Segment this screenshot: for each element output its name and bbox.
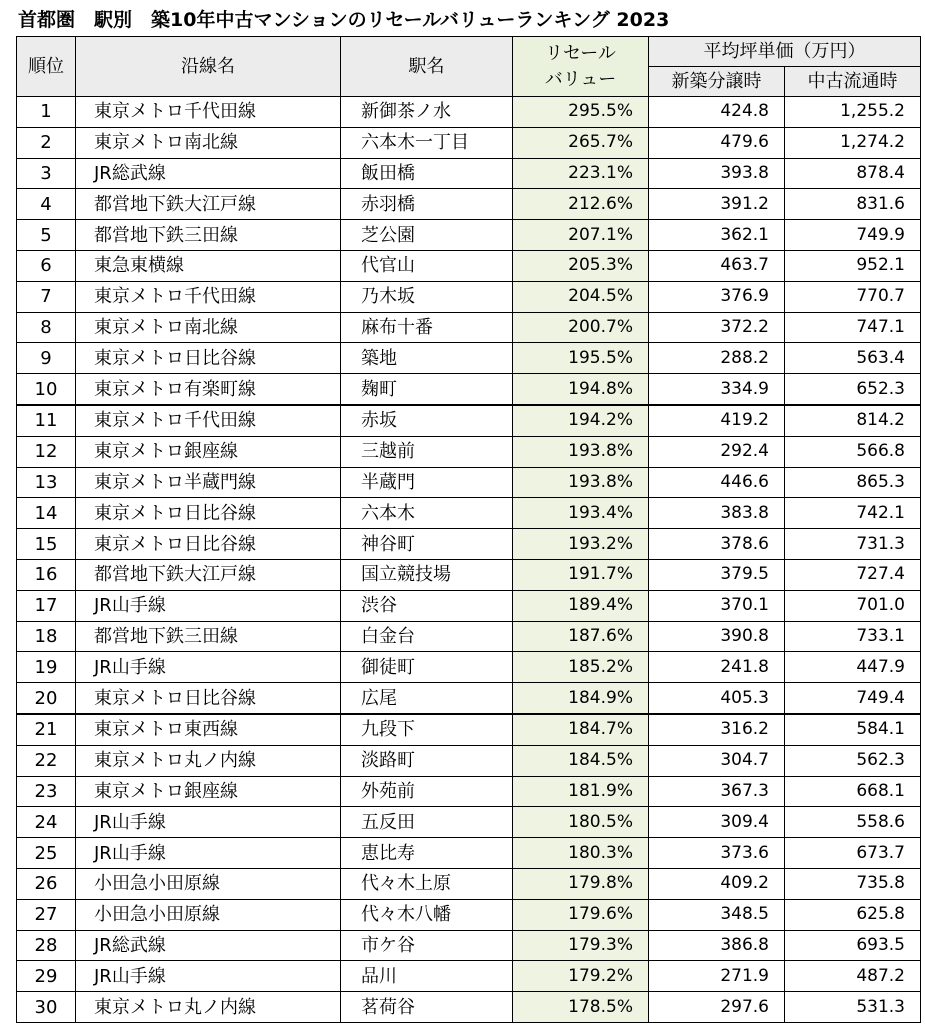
station-cell: 恵比寿 bbox=[341, 838, 513, 869]
used-price-cell: 563.4 bbox=[785, 343, 921, 374]
used-price-cell: 673.7 bbox=[785, 838, 921, 869]
table-row bbox=[17, 498, 921, 529]
table-row bbox=[17, 776, 921, 807]
line-cell: 都営地下鉄大江戸線 bbox=[76, 189, 341, 220]
resale-value-cell: 194.8% bbox=[513, 374, 649, 405]
table-row bbox=[17, 312, 921, 343]
station-cell: 市ケ谷 bbox=[341, 930, 513, 961]
resale-value-cell: 193.2% bbox=[513, 529, 649, 560]
table-row bbox=[17, 961, 921, 992]
rank-cell: 10 bbox=[17, 374, 76, 405]
new-price-cell: 271.9 bbox=[649, 961, 785, 992]
rank-cell: 28 bbox=[17, 930, 76, 961]
new-price-cell: 367.3 bbox=[649, 776, 785, 807]
new-price-cell: 379.5 bbox=[649, 559, 785, 590]
new-price-cell: 463.7 bbox=[649, 250, 785, 281]
rank-cell: 29 bbox=[17, 961, 76, 992]
used-price-cell: 742.1 bbox=[785, 498, 921, 529]
new-price-cell: 372.2 bbox=[649, 312, 785, 343]
resale-value-cell: 193.4% bbox=[513, 498, 649, 529]
rank-cell: 20 bbox=[17, 683, 76, 714]
station-cell: 赤坂 bbox=[341, 405, 513, 436]
rank-cell: 8 bbox=[17, 312, 76, 343]
rank-cell: 4 bbox=[17, 189, 76, 220]
used-price-cell: 770.7 bbox=[785, 281, 921, 312]
new-price-header: 新築分譲時 bbox=[649, 67, 785, 97]
rank-cell: 22 bbox=[17, 745, 76, 776]
new-price-cell: 393.8 bbox=[649, 158, 785, 189]
used-price-cell: 749.4 bbox=[785, 683, 921, 714]
line-cell: JR山手線 bbox=[76, 807, 341, 838]
resale-value-cell: 205.3% bbox=[513, 250, 649, 281]
rank-cell: 15 bbox=[17, 529, 76, 560]
rank-cell: 19 bbox=[17, 652, 76, 683]
line-header: 沿線名 bbox=[76, 37, 341, 97]
used-price-cell: 668.1 bbox=[785, 776, 921, 807]
station-cell: 麻布十番 bbox=[341, 312, 513, 343]
resale-value-cell: 265.7% bbox=[513, 127, 649, 158]
line-cell: JR総武線 bbox=[76, 158, 341, 189]
table-row bbox=[17, 838, 921, 869]
table-row bbox=[17, 467, 921, 498]
table-row bbox=[17, 652, 921, 683]
resale-value-cell: 200.7% bbox=[513, 312, 649, 343]
used-price-cell: 1,255.2 bbox=[785, 97, 921, 128]
rank-cell: 5 bbox=[17, 220, 76, 251]
new-price-cell: 304.7 bbox=[649, 745, 785, 776]
table-row bbox=[17, 250, 921, 281]
resale-value-cell: 181.9% bbox=[513, 776, 649, 807]
station-cell: 新御茶ノ水 bbox=[341, 97, 513, 128]
ranking-table bbox=[16, 36, 921, 1023]
line-cell: 東京メトロ日比谷線 bbox=[76, 683, 341, 714]
rank-cell: 18 bbox=[17, 621, 76, 652]
line-cell: 東京メトロ銀座線 bbox=[76, 436, 341, 467]
line-cell: 東京メトロ丸ノ内線 bbox=[76, 745, 341, 776]
station-cell: 赤羽橋 bbox=[341, 189, 513, 220]
resale-value-cell: 223.1% bbox=[513, 158, 649, 189]
new-price-cell: 362.1 bbox=[649, 220, 785, 251]
table-row bbox=[17, 868, 921, 899]
resale-value-cell: 212.6% bbox=[513, 189, 649, 220]
station-cell: 築地 bbox=[341, 343, 513, 374]
station-cell: 広尾 bbox=[341, 683, 513, 714]
new-price-cell: 334.9 bbox=[649, 374, 785, 405]
used-price-cell: 727.4 bbox=[785, 559, 921, 590]
station-cell: 飯田橋 bbox=[341, 158, 513, 189]
used-price-cell: 733.1 bbox=[785, 621, 921, 652]
resale-value-cell: 295.5% bbox=[513, 97, 649, 128]
table-row bbox=[17, 158, 921, 189]
rank-cell: 26 bbox=[17, 868, 76, 899]
station-cell: 代官山 bbox=[341, 250, 513, 281]
table-row bbox=[17, 374, 921, 405]
line-cell: 東京メトロ丸ノ内線 bbox=[76, 992, 341, 1023]
table-header bbox=[17, 37, 921, 97]
table-row bbox=[17, 590, 921, 621]
line-cell: 都営地下鉄三田線 bbox=[76, 621, 341, 652]
line-cell: 都営地下鉄三田線 bbox=[76, 220, 341, 251]
used-price-cell: 749.9 bbox=[785, 220, 921, 251]
rank-cell: 6 bbox=[17, 250, 76, 281]
resale-header-line1: リセール bbox=[545, 42, 616, 64]
rank-cell: 12 bbox=[17, 436, 76, 467]
used-price-cell: 566.8 bbox=[785, 436, 921, 467]
new-price-cell: 390.8 bbox=[649, 621, 785, 652]
used-price-cell: 652.3 bbox=[785, 374, 921, 405]
line-cell: 小田急小田原線 bbox=[76, 868, 341, 899]
table-row bbox=[17, 97, 921, 128]
table-row bbox=[17, 683, 921, 714]
line-cell: 東京メトロ日比谷線 bbox=[76, 498, 341, 529]
new-price-cell: 386.8 bbox=[649, 930, 785, 961]
new-price-cell: 405.3 bbox=[649, 683, 785, 714]
station-cell: 品川 bbox=[341, 961, 513, 992]
rank-cell: 30 bbox=[17, 992, 76, 1023]
new-price-cell: 309.4 bbox=[649, 807, 785, 838]
line-cell: 都営地下鉄大江戸線 bbox=[76, 559, 341, 590]
page-title: 首都圏 駅別 築10年中古マンションのリセールバリューランキング 2023 bbox=[18, 9, 670, 31]
resale-header-line2: バリュー bbox=[544, 68, 617, 90]
table-row bbox=[17, 992, 921, 1023]
line-cell: 東京メトロ銀座線 bbox=[76, 776, 341, 807]
used-price-cell: 701.0 bbox=[785, 590, 921, 621]
station-cell: 御徒町 bbox=[341, 652, 513, 683]
new-price-cell: 383.8 bbox=[649, 498, 785, 529]
used-price-cell: 1,274.2 bbox=[785, 127, 921, 158]
resale-value-cell: 193.8% bbox=[513, 436, 649, 467]
resale-value-cell: 187.6% bbox=[513, 621, 649, 652]
line-cell: JR山手線 bbox=[76, 590, 341, 621]
station-cell: 代々木八幡 bbox=[341, 899, 513, 930]
new-price-cell: 409.2 bbox=[649, 868, 785, 899]
used-price-cell: 531.3 bbox=[785, 992, 921, 1023]
station-cell: 白金台 bbox=[341, 621, 513, 652]
resale-value-cell: 180.3% bbox=[513, 838, 649, 869]
used-price-header: 中古流通時 bbox=[785, 67, 921, 97]
station-cell: 神谷町 bbox=[341, 529, 513, 560]
table-row bbox=[17, 343, 921, 374]
station-cell: 九段下 bbox=[341, 714, 513, 745]
rank-header: 順位 bbox=[17, 37, 76, 97]
line-cell: 東京メトロ半蔵門線 bbox=[76, 467, 341, 498]
rank-cell: 24 bbox=[17, 807, 76, 838]
resale-value-cell: 189.4% bbox=[513, 590, 649, 621]
station-cell: 芝公園 bbox=[341, 220, 513, 251]
line-cell: 東京メトロ東西線 bbox=[76, 714, 341, 745]
table-row bbox=[17, 930, 921, 961]
resale-value-cell: 185.2% bbox=[513, 652, 649, 683]
used-price-cell: 747.1 bbox=[785, 312, 921, 343]
rank-cell: 21 bbox=[17, 714, 76, 745]
used-price-cell: 693.5 bbox=[785, 930, 921, 961]
resale-value-cell: 204.5% bbox=[513, 281, 649, 312]
rank-cell: 25 bbox=[17, 838, 76, 869]
table-row bbox=[17, 807, 921, 838]
new-price-cell: 348.5 bbox=[649, 899, 785, 930]
station-cell: 六本木 bbox=[341, 498, 513, 529]
rank-cell: 1 bbox=[17, 97, 76, 128]
table-row bbox=[17, 436, 921, 467]
table-row bbox=[17, 189, 921, 220]
table-row bbox=[17, 281, 921, 312]
new-price-cell: 446.6 bbox=[649, 467, 785, 498]
used-price-cell: 952.1 bbox=[785, 250, 921, 281]
table-row bbox=[17, 405, 921, 436]
rank-cell: 3 bbox=[17, 158, 76, 189]
line-cell: 東京メトロ有楽町線 bbox=[76, 374, 341, 405]
resale-value-cell: 178.5% bbox=[513, 992, 649, 1023]
table-row bbox=[17, 899, 921, 930]
resale-value-cell: 179.3% bbox=[513, 930, 649, 961]
line-cell: 東京メトロ千代田線 bbox=[76, 281, 341, 312]
table-row bbox=[17, 529, 921, 560]
station-header: 駅名 bbox=[341, 37, 513, 97]
new-price-cell: 292.4 bbox=[649, 436, 785, 467]
new-price-cell: 297.6 bbox=[649, 992, 785, 1023]
resale-value-cell: 179.2% bbox=[513, 961, 649, 992]
line-cell: 東京メトロ日比谷線 bbox=[76, 343, 341, 374]
station-cell: 乃木坂 bbox=[341, 281, 513, 312]
table-body bbox=[17, 97, 921, 1023]
rank-cell: 2 bbox=[17, 127, 76, 158]
new-price-cell: 378.6 bbox=[649, 529, 785, 560]
used-price-cell: 584.1 bbox=[785, 714, 921, 745]
resale-value-cell: 191.7% bbox=[513, 559, 649, 590]
used-price-cell: 558.6 bbox=[785, 807, 921, 838]
table-row bbox=[17, 745, 921, 776]
rank-cell: 27 bbox=[17, 899, 76, 930]
new-price-cell: 370.1 bbox=[649, 590, 785, 621]
line-cell: JR総武線 bbox=[76, 930, 341, 961]
rank-cell: 11 bbox=[17, 405, 76, 436]
resale-value-cell: 179.8% bbox=[513, 868, 649, 899]
station-cell: 渋谷 bbox=[341, 590, 513, 621]
line-cell: JR山手線 bbox=[76, 838, 341, 869]
line-cell: 東京メトロ南北線 bbox=[76, 127, 341, 158]
line-cell: 東京メトロ千代田線 bbox=[76, 97, 341, 128]
station-cell: 淡路町 bbox=[341, 745, 513, 776]
resale-value-cell: 207.1% bbox=[513, 220, 649, 251]
line-cell: 東急東横線 bbox=[76, 250, 341, 281]
resale-value-cell: 195.5% bbox=[513, 343, 649, 374]
new-price-cell: 479.6 bbox=[649, 127, 785, 158]
used-price-cell: 731.3 bbox=[785, 529, 921, 560]
line-cell: 東京メトロ日比谷線 bbox=[76, 529, 341, 560]
table-row bbox=[17, 559, 921, 590]
table-row bbox=[17, 127, 921, 158]
line-cell: 東京メトロ千代田線 bbox=[76, 405, 341, 436]
rank-cell: 16 bbox=[17, 559, 76, 590]
new-price-cell: 424.8 bbox=[649, 97, 785, 128]
rank-cell: 9 bbox=[17, 343, 76, 374]
station-cell: 半蔵門 bbox=[341, 467, 513, 498]
resale-value-cell: 193.8% bbox=[513, 467, 649, 498]
resale-value-cell: 184.7% bbox=[513, 714, 649, 745]
used-price-cell: 865.3 bbox=[785, 467, 921, 498]
new-price-cell: 241.8 bbox=[649, 652, 785, 683]
used-price-cell: 878.4 bbox=[785, 158, 921, 189]
line-cell: JR山手線 bbox=[76, 961, 341, 992]
used-price-cell: 625.8 bbox=[785, 899, 921, 930]
table-row bbox=[17, 714, 921, 745]
rank-cell: 14 bbox=[17, 498, 76, 529]
new-price-cell: 376.9 bbox=[649, 281, 785, 312]
station-cell: 五反田 bbox=[341, 807, 513, 838]
station-cell: 茗荷谷 bbox=[341, 992, 513, 1023]
resale-value-header bbox=[513, 37, 649, 97]
used-price-cell: 447.9 bbox=[785, 652, 921, 683]
line-cell: 東京メトロ南北線 bbox=[76, 312, 341, 343]
used-price-cell: 735.8 bbox=[785, 868, 921, 899]
resale-value-cell: 184.9% bbox=[513, 683, 649, 714]
rank-cell: 7 bbox=[17, 281, 76, 312]
table-row bbox=[17, 220, 921, 251]
resale-value-cell: 179.6% bbox=[513, 899, 649, 930]
new-price-cell: 373.6 bbox=[649, 838, 785, 869]
used-price-cell: 814.2 bbox=[785, 405, 921, 436]
rank-cell: 13 bbox=[17, 467, 76, 498]
rank-cell: 23 bbox=[17, 776, 76, 807]
rank-cell: 17 bbox=[17, 590, 76, 621]
station-cell: 麹町 bbox=[341, 374, 513, 405]
station-cell: 国立競技場 bbox=[341, 559, 513, 590]
new-price-cell: 419.2 bbox=[649, 405, 785, 436]
station-cell: 代々木上原 bbox=[341, 868, 513, 899]
used-price-cell: 487.2 bbox=[785, 961, 921, 992]
station-cell: 六本木一丁目 bbox=[341, 127, 513, 158]
line-cell: JR山手線 bbox=[76, 652, 341, 683]
station-cell: 三越前 bbox=[341, 436, 513, 467]
line-cell: 小田急小田原線 bbox=[76, 899, 341, 930]
used-price-cell: 562.3 bbox=[785, 745, 921, 776]
new-price-cell: 316.2 bbox=[649, 714, 785, 745]
station-cell: 外苑前 bbox=[341, 776, 513, 807]
new-price-cell: 391.2 bbox=[649, 189, 785, 220]
resale-value-cell: 184.5% bbox=[513, 745, 649, 776]
used-price-cell: 831.6 bbox=[785, 189, 921, 220]
avg-price-header: 平均坪単価（万円） bbox=[649, 37, 921, 67]
new-price-cell: 288.2 bbox=[649, 343, 785, 374]
resale-value-cell: 194.2% bbox=[513, 405, 649, 436]
table-row bbox=[17, 621, 921, 652]
resale-value-cell: 180.5% bbox=[513, 807, 649, 838]
